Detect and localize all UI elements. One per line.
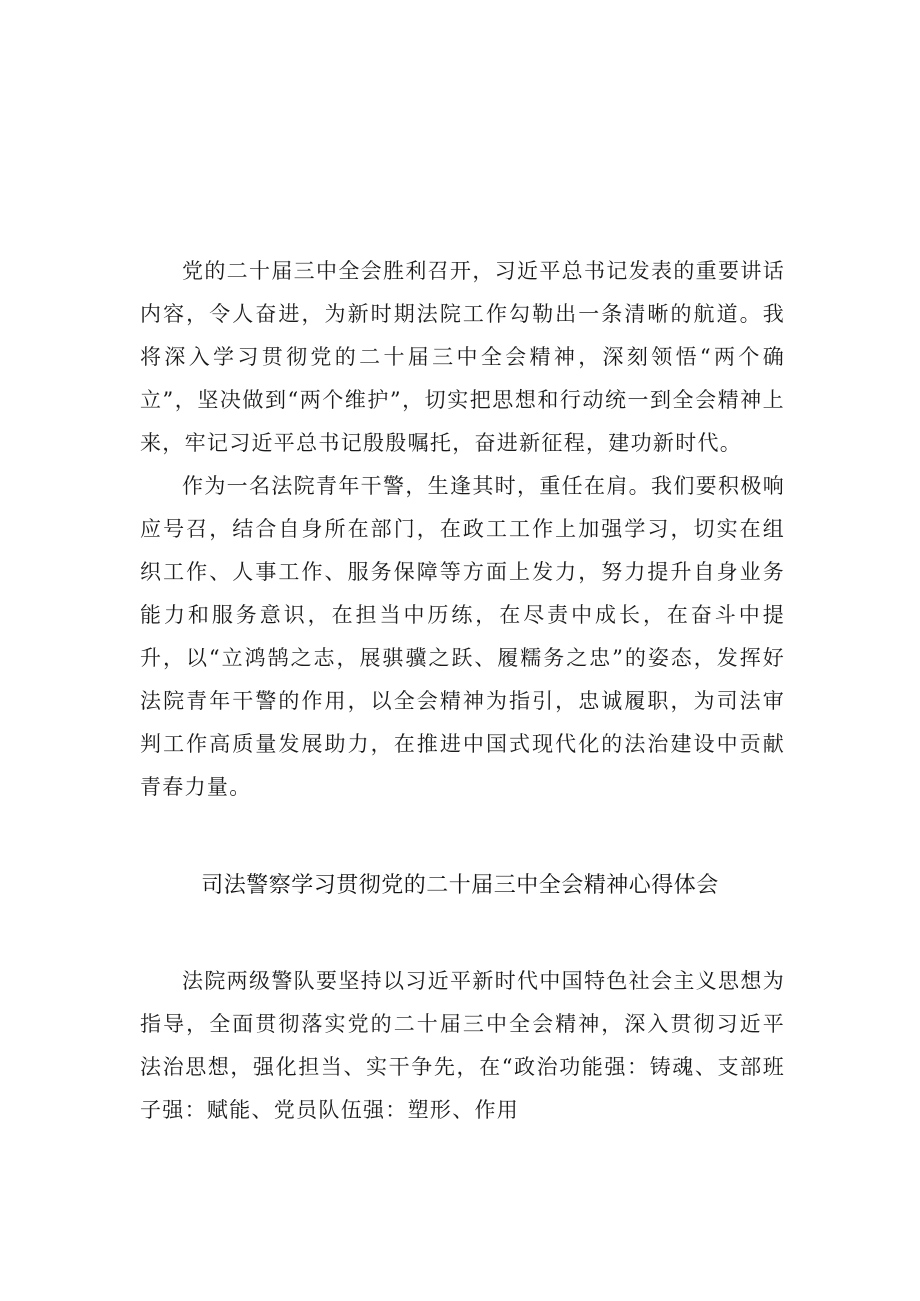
section-heading: 司法警察学习贯彻党的二十届三中全会精神心得体会 — [201, 873, 719, 898]
article-section-1 — [140, 250, 785, 809]
paragraph-3: 法院两级警队要坚持以习近平新时代中国特色社会主义思想为指导，全面贯彻落实党的二十届三中全会精神，深入贯彻习近平法治思想，强化担当、实干争先，在“政治功能强：铸魂、支部班子强：赋能、党员队伍强：塑形、作用 — [140, 969, 785, 1122]
article-section-2 — [140, 960, 785, 1132]
paragraph-2: 作为一名法院青年干警，生逢其时，重任在肩。我们要积极响应号召，结合自身所在部门，在政工工作上加强学习，切实在组织工作、人事工作、服务保障等方面上发力，努力提升自身业务能力和服务意识，在担当中历练，在尽责中成长，在奋斗中提升，以“立鸿鹄之志，展骐骥之跃、履糯务之忠”的姿态，发挥好法院青年干警的作用，以全会精神为指引，忠诚履职，为司法审判工作高质量发展助力，在推进中国式现代化的法治建设中贡献青春力量。 — [140, 474, 785, 799]
paragraph-1: 党的二十届三中全会胜利召开，习近平总书记发表的重要讲话内容，令人奋进，为新时期法院工作勾勒出一条清晰的航道。我将深入学习贯彻党的二十届三中全会精神，深刻领悟“两个确立”，坚决做到“两个维护”，切实把思想和行动统一到全会精神上来，牢记习近平总书记殷殷嘱托，奋进新征程，建功新时代。 — [140, 259, 785, 455]
